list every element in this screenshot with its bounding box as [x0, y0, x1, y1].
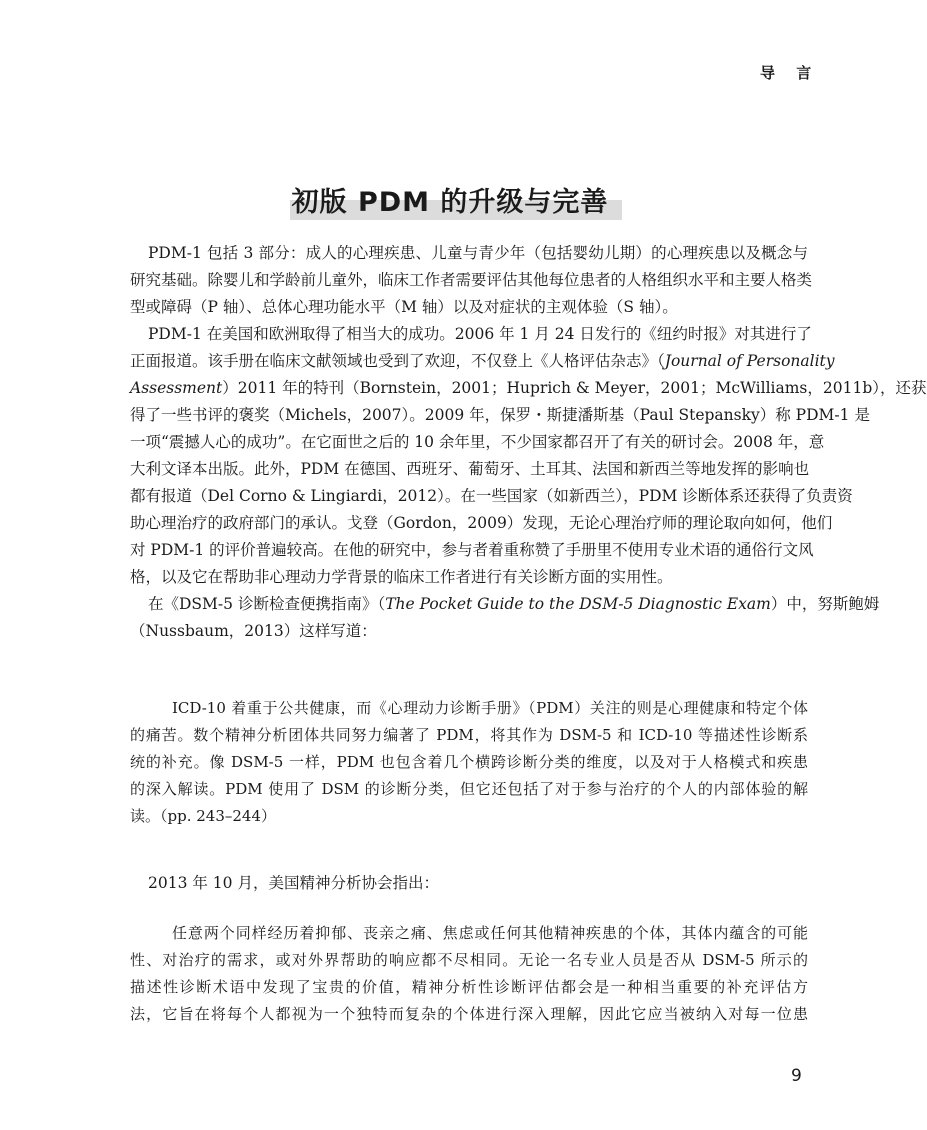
- text-line: 正面报道。该手册在临床文献领域也受到了欢迎，不仅登上《人格评估杂志》（Journal of Personality: [130, 352, 835, 370]
- block-quote-1: [130, 695, 808, 830]
- text-line: 助心理治疗的政府部门的承认。戈登（Gordon，2009）发现，无论心理治疗师的理论取向如何，他们: [130, 514, 833, 532]
- italic-title: The Pocket Guide to the DSM-5 Diagnostic Exam: [385, 595, 771, 613]
- body-text: [130, 240, 927, 645]
- italic-title: Assessment: [130, 379, 223, 397]
- quote-line: 读。（pp. 243–244）: [130, 807, 277, 825]
- quote-line: 的痛苦。数个精神分析团体共同努力编著了 PDM，将其作为 DSM-5 和 ICD-10 等描述性诊断系: [130, 726, 808, 744]
- quote-line: 法，它旨在将每个人都视为一个独特而复杂的个体进行深入理解，因此它应当被纳入对每一位患: [130, 1005, 808, 1023]
- running-header: 导 言: [760, 64, 820, 82]
- text-line: 在《DSM-5 诊断检查便携指南》（The Pocket Guide to the DSM-5 Diagnostic Exam）中，努斯鲍姆: [148, 595, 880, 613]
- body-text-2: [130, 870, 808, 897]
- text-line: Assessment）2011 年的特刊（Bornstein，2001；Huprich & Meyer，2001；McWilliams，2011b），还获: [130, 379, 927, 397]
- text-line: 都有报道（Del Corno & Lingiardi，2012）。在一些国家（如新西兰），PDM 诊断体系还获得了负责资: [130, 487, 853, 505]
- quote-line: 描述性诊断术语中发现了宝贵的价值，精神分析性诊断评估都会是一种相当重要的补充评估方: [130, 978, 808, 996]
- section-title: 初版 PDM 的升级与完善: [291, 187, 609, 218]
- text-line: 研究基础。除婴儿和学龄前儿童外，临床工作者需要评估其他每位患者的人格组织水平和主要人格类: [130, 271, 813, 289]
- text-line: 一项“震撼人心的成功”。在它面世之后的 10 余年里，不少国家都召开了有关的研讨会。2008 年，意: [130, 433, 825, 451]
- text-line: （Nussbaum，2013）这样写道：: [130, 622, 377, 640]
- text-line: 2013 年 10 月，美国精神分析协会指出：: [148, 874, 439, 892]
- text-line: 对 PDM-1 的评价普遍较高。在他的研究中，参与者着重称赞了手册里不使用专业术语的通俗行文风: [130, 541, 814, 559]
- text-line: 大利文译本出版。此外，PDM 在德国、西班牙、葡萄牙、土耳其、法国和新西兰等地发挥的影响也: [130, 460, 810, 478]
- quote-line: 性、对治疗的需求，或对外界帮助的响应都不尽相同。无论一名专业人员是否从 DSM-5 所示的: [130, 951, 808, 969]
- quote-line: ICD-10 着重于公共健康，而《心理动力诊断手册》（PDM）关注的则是心理健康和特定个体: [172, 699, 808, 717]
- quote-line: 的深入解读。PDM 使用了 DSM 的诊断分类，但它还包括了对于参与治疗的个人的内部体验的解: [130, 780, 808, 798]
- text-line: PDM-1 在美国和欧洲取得了相当大的成功。2006 年 1 月 24 日发行的《纽约时报》对其进行了: [148, 325, 812, 343]
- text-line: 格，以及它在帮助非心理动力学背景的临床工作者进行有关诊断方面的实用性。: [130, 568, 673, 586]
- text-line: PDM-1 包括 3 部分：成人的心理疾患、儿童与青少年（包括婴幼儿期）的心理疾患以及概念与: [148, 244, 808, 262]
- quote-line: 任意两个同样经历着抑郁、丧亲之痛、焦虑或任何其他精神疾患的个体，其体内蕴含的可能: [172, 924, 808, 942]
- text-line: 型或障碍（P 轴）、总体心理功能水平（M 轴）以及对症状的主观体验（S 轴）。: [130, 298, 678, 316]
- block-quote-2: [130, 920, 808, 1028]
- italic-title: Journal of Personality: [664, 352, 835, 370]
- text-line: 得了一些书评的褒奖（Michels，2007）。2009 年，保罗・斯捷潘斯基（Paul Stepansky）称 PDM-1 是: [130, 406, 870, 424]
- page-number: 9: [791, 1066, 802, 1086]
- quote-line: 统的补充。像 DSM-5 一样，PDM 也包含着几个横跨诊断分类的维度，以及对于人格模式和疾患: [130, 753, 808, 771]
